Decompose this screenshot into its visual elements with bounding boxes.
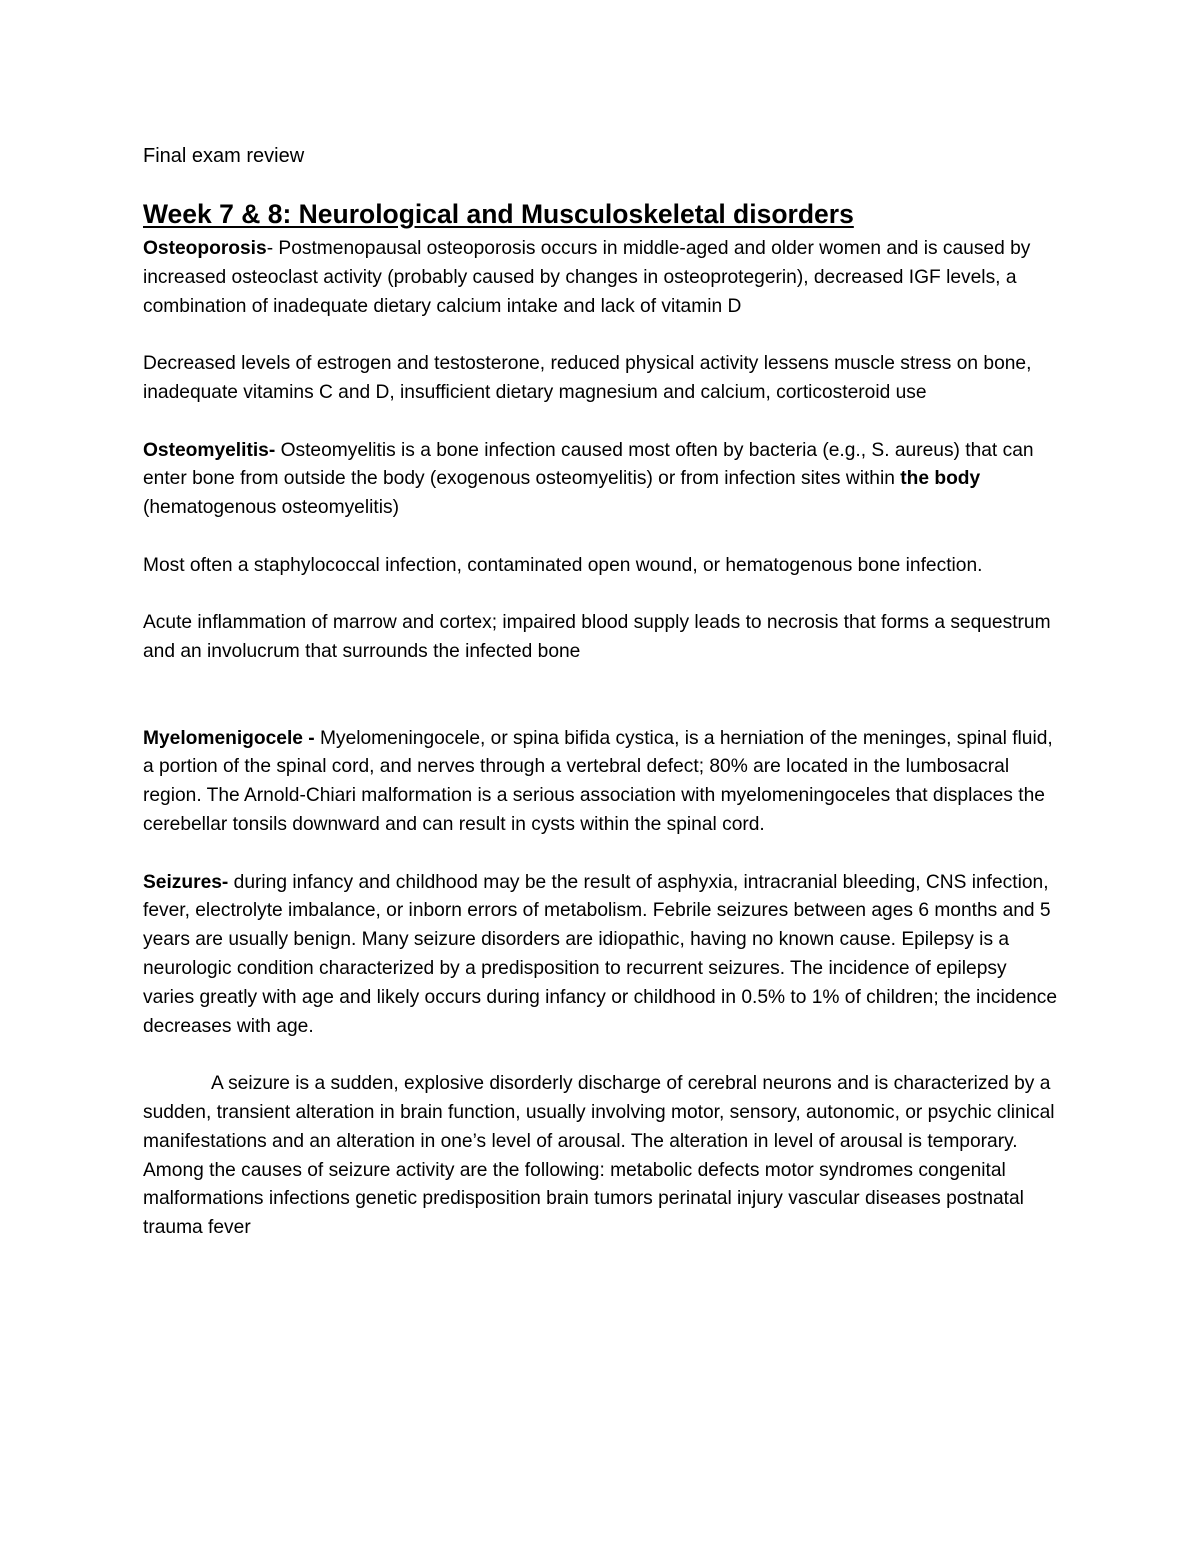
page-title: Week 7 & 8: Neurological and Musculoskeletal disorders [143, 199, 854, 229]
seizures-term: Seizures- [143, 871, 229, 893]
seizures-definition: during infancy and childhood may be the result of asphyxia, intracranial bleeding, CNS infection, fever, electrolyte imbalance, or inborn errors of metabolism. Febrile seizures between ages 6 months and 5 years are usually benign. Many seizure disorders are idiopathic, having no known cause. Epilepsy is a neurologic condition characterized by a predisposition to recurrent seizures. The incidence of epilepsy varies greatly with age and likely occurs during infancy or childhood in 0.5% to 1% of children; the incidence decreases with age. [143, 871, 1058, 1037]
paragraph-spacer [143, 840, 1063, 869]
osteomyelitis-definition-part2: (hematogenous osteomyelitis) [143, 497, 399, 519]
paragraph-spacer [143, 581, 1063, 610]
seizures-detail-paragraph [143, 1070, 1063, 1243]
document-label: Final exam review [143, 145, 305, 167]
seizures-detail: A seizure is a sudden, explosive disorderly discharge of cerebral neurons and is characterized by a sudden, transient alteration in brain function, usually involving motor, sensory, autonomic, or psychic clinical manifestations and an alteration in one’s level of arousal. The alteration in level of arousal is temporary. Among the causes of seizure activity are the following: metabolic defects motor syndromes congenital malformations infections genetic predisposition brain tumors perinatal injury vascular diseases postnatal trauma fever [143, 1073, 1055, 1239]
myelomenigocele-term: Myelomenigocele - [143, 727, 315, 749]
osteomyelitis-term: Osteomyelitis- [143, 439, 276, 461]
osteoporosis-paragraph [143, 235, 1063, 321]
osteomyelitis-bold-phrase: the body [900, 468, 981, 490]
paragraph-spacer [143, 1041, 1063, 1070]
seizures-paragraph [143, 869, 1063, 1042]
paragraph-spacer [143, 321, 1063, 350]
osteomyelitis-paragraph [143, 437, 1063, 523]
myelomenigocele-paragraph [143, 725, 1063, 840]
paragraph-spacer [143, 408, 1063, 437]
osteoporosis-definition: - Postmenopausal osteoporosis occurs in middle-aged and older women and is caused by increased osteoclast activity (probably caused by changes in osteoprotegerin), decreased IGF levels, a combination of inadequate dietary calcium intake and lack of vitamin D [143, 238, 1031, 317]
osteomyelitis-pathology: Acute inflammation of marrow and cortex; impaired blood supply leads to necrosis that forms a sequestrum and an involucrum that surrounds the infected bone [143, 612, 1051, 663]
osteoporosis-term: Osteoporosis [143, 238, 267, 259]
osteoporosis-causes: Decreased levels of estrogen and testosterone, reduced physical activity lessens muscle stress on bone, inadequate vitamins C and D, insufficient dietary magnesium and calcium, corticosteroid use [143, 353, 1032, 403]
paragraph-spacer [143, 523, 1063, 552]
osteomyelitis-definition-part1: Osteomyelitis is a bone infection caused most often by bacteria (e.g., S. aureus) that can enter bone from outside the body (exogenous osteomyelitis) or from infection sites within [143, 439, 1034, 490]
myelomenigocele-definition: Myelomeningocele, or spina bifida cystica, is a herniation of the meninges, spinal fluid, a portion of the spinal cord, and nerves through a vertebral defect; 80% are located in the lumbosacral region. The Arnold-Chiari malformation is a serious association with myelomeningoceles that displaces the cerebellar tonsils downward and can result in cysts within the spinal cord. [143, 727, 1053, 835]
paragraph-spacer [143, 667, 1063, 725]
osteomyelitis-causes: Most often a staphylococcal infection, contaminated open wound, or hematogenous bone infection. [143, 554, 983, 576]
document-body [143, 141, 1063, 1243]
